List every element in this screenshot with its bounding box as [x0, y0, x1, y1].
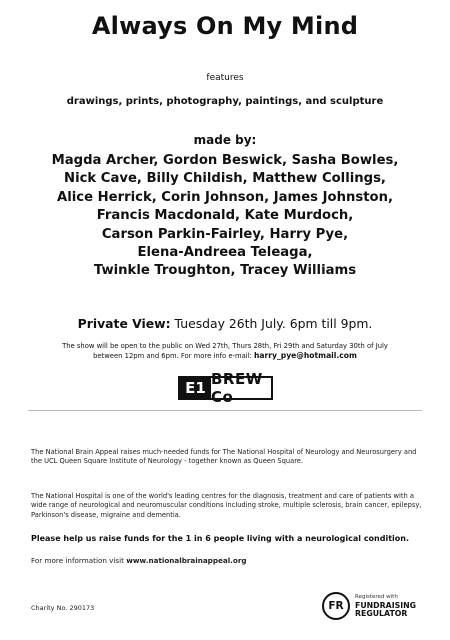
fr-badge-text: [355, 593, 416, 619]
public-opening-info: [28, 341, 422, 361]
features-label: features: [206, 73, 244, 83]
artist-list: [0, 152, 450, 281]
brew-co-logo-text: BREW Co: [211, 370, 263, 406]
private-view: [0, 316, 450, 331]
artist-line: Magda Archer, Gordon Beswick, Sasha Bowles,: [51, 153, 399, 168]
private-view-label: Private View:: [77, 316, 171, 331]
artist-line: Alice Herrick, Corin Johnson, James Johnston,: [57, 189, 393, 205]
artist-line: Francis Macdonald, Kate Murdoch,: [96, 208, 354, 224]
contact-email-link[interactable]: harry_pye@hotmail.com: [254, 351, 357, 360]
fundraising-regulator-badge: [322, 586, 432, 626]
appeal-paragraph-2: The National Hospital is one of the world's leading centres for the diagnosis, treatment and care of patients with a wide range of neurological and neuromuscular conditions including stroke, multiple sclerosis, brain cancer, epilepsy, Parkinson's disease, migraine and dementia.: [31, 492, 422, 519]
more-info-prefix: For more information visit: [31, 556, 127, 565]
e1-brew-co-logo: [178, 370, 273, 406]
artist-line: Twinkle Troughton, Tracey Williams: [93, 263, 357, 279]
fr-logo-icon: FR: [322, 592, 350, 620]
mediums-list: drawings, prints, photography, paintings, and sculpture: [66, 96, 384, 107]
more-info-line: [31, 556, 423, 565]
public-info-prefix: between 12pm and 6pm. For more info e-mail:: [93, 352, 254, 360]
fr-badge-line3: REGULATOR: [355, 609, 408, 619]
e1-logo-mark: E1: [180, 378, 211, 398]
appeal-call-to-action: Please help us raise funds for the 1 in 6 people living with a neurological condition.: [31, 534, 410, 543]
artist-line: Elena-Andreea Teleaga,: [137, 245, 313, 261]
public-info-line1: The show will be open to the public on Wed 27th, Thurs 28th, Fri 29th and Saturday 30th of July: [62, 342, 388, 350]
private-view-details: Tuesday 26th July. 6pm till 9pm.: [174, 316, 373, 331]
artist-line: Carson Parkin-Fairley, Harry Pye,: [101, 226, 349, 242]
website-link[interactable]: www.nationalbrainappeal.org: [126, 556, 247, 565]
made-by-label: made by:: [193, 133, 257, 147]
fr-badge-line1: Registered with: [355, 594, 398, 601]
appeal-paragraph-1: The National Brain Appeal raises much-needed funds for The National Hospital of Neurology and Neurosurgery and the UCL Queen Square Institute of Neurology - together known as Queen Square.: [31, 448, 417, 466]
public-info-line2: [28, 351, 422, 361]
poster-title: Always On My Mind: [91, 12, 359, 40]
artist-line: Nick Cave, Billy Childish, Matthew Collings,: [64, 171, 386, 187]
charity-number: Charity No. 290173: [31, 604, 95, 612]
fr-badge-line2: FUNDRAISING: [355, 600, 417, 610]
section-divider: [28, 410, 422, 411]
